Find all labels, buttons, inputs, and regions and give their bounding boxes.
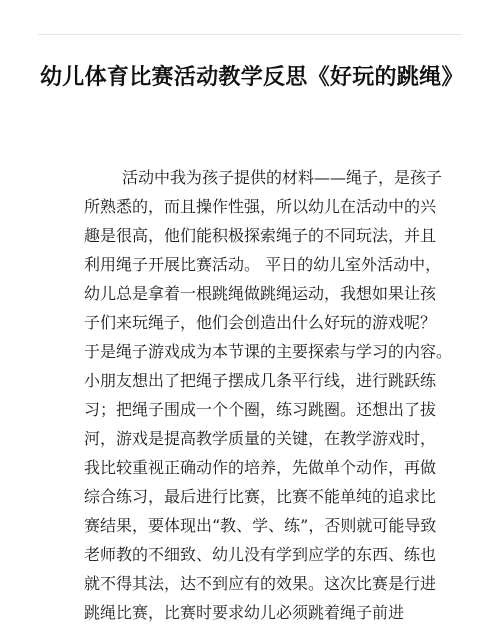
paragraph-line: 就不得其法，达不到应有的效果。这次比赛是行进 bbox=[84, 574, 437, 593]
paragraph-line: 活动中我为孩子提供的材料——绳子，是孩子 bbox=[122, 168, 443, 187]
document-body bbox=[84, 163, 453, 622]
paragraph-line: 子们来玩绳子，他们会创造出什么好玩的游戏呢？ bbox=[84, 313, 437, 332]
paragraph-line: 老师教的不细致、幼儿没有学到应学的东西、练也 bbox=[84, 545, 437, 564]
paragraph-line: 赛结果，要体现出“教、学、练”，否则就可能导致 bbox=[84, 516, 437, 535]
paragraph-line: 幼儿总是拿着一根跳绳做跳绳运动，我想如果让孩 bbox=[84, 284, 437, 303]
paragraph-line: 利用绳子开展比赛活动。 平日的幼儿室外活动中， bbox=[84, 255, 442, 274]
paragraph-line-partial: 跳绳比赛，比赛时要求幼儿必须跳着绳子前进 bbox=[84, 603, 405, 622]
paragraph-line: 综合练习，最后进行比赛，比赛不能单纯的追求比 bbox=[84, 487, 437, 506]
paragraph-line: 小朋友想出了把绳子摆成几条平行线，进行跳跃练 bbox=[84, 371, 437, 390]
paragraph-line: 趣是很高，他们能积极探索绳子的不同玩法，并且 bbox=[84, 226, 437, 245]
document-title: 幼儿体育比赛活动教学反思《好玩的跳绳》 bbox=[40, 65, 464, 90]
paragraph-line: 习；把绳子围成一个个圈，练习跳圈。还想出了拔 bbox=[84, 400, 437, 419]
paragraph-line: 河，游戏是提高教学质量的关键，在教学游戏时， bbox=[84, 429, 437, 448]
header-rule bbox=[38, 34, 462, 35]
paragraph-line: 于是绳子游戏成为本节课的主要探索与学习的内容。 bbox=[84, 342, 453, 361]
paragraph-line: 我比较重视正确动作的培养，先做单个动作，再做 bbox=[84, 458, 437, 477]
paragraph-line: 所熟悉的，而且操作性强，所以幼儿在活动中的兴 bbox=[84, 197, 437, 216]
